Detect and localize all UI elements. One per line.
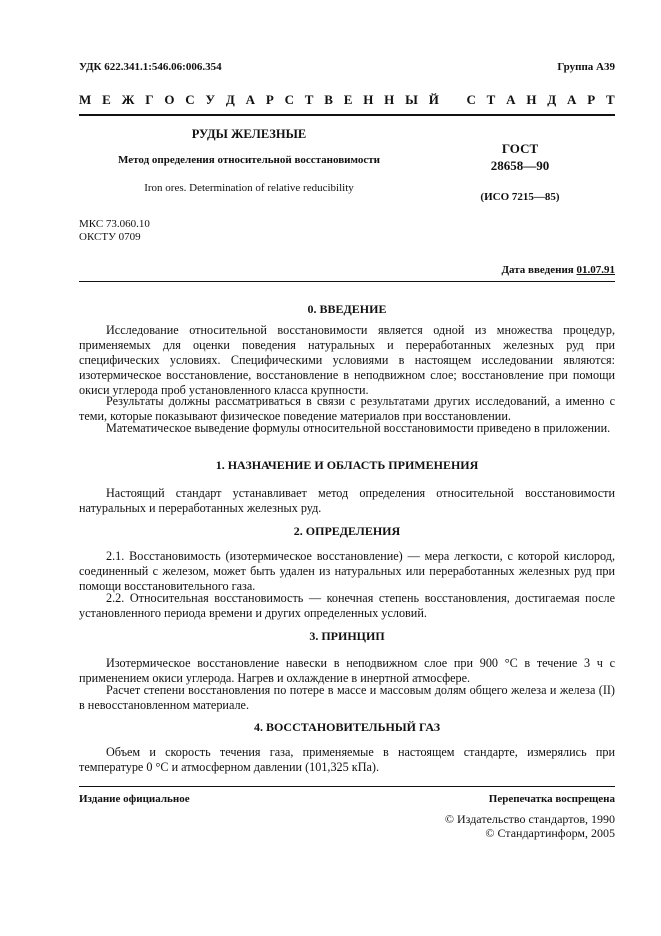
group-code: Группа А39	[557, 61, 615, 73]
official-edition-label: Издание официальное	[79, 793, 190, 805]
paragraph: Расчет степени восстановления по потере в массе и массовым долям общего железа и железа (II) в невосстановленном материале.	[79, 683, 615, 712]
copyright-block: © Издательство стандартов, 1990 © Стандартинформ, 2005	[444, 812, 615, 840]
paragraph: Математическое выведение формулы относительной восстановимости приведено в приложении.	[106, 421, 611, 435]
paragraph: 2.1. Восстановимость (изотермическое восстановление) — мера легкости, с которой кислород, соединенный с железом, может быть удален из натуральных или переработанных железных руд при помощи восстановительного газа.	[79, 549, 615, 593]
gost-designation: ГОСТ 28658—90	[490, 141, 550, 173]
section-heading: 4. ВОССТАНОВИТЕЛЬНЫЙ ГАЗ	[253, 720, 441, 734]
paragraph: Исследование относительной восстановимости является одной из множества процедур, применяемых для оценки поведения натуральных и переработанных железных руд при специфических условиях. Специфическими условиями в настоящем исследовании являются: изотермическое восстановление, восстановление в неподвижном слое; восстановление при помощи окиси углерода проб установленного класса крупности.	[79, 323, 615, 397]
interstate-standard-banner: М Е Ж Г О С У Д А Р С Т В Е Н Н Ы Й С Т А Н Д А Р Т	[79, 92, 615, 107]
paragraph: Настоящий стандарт устанавливает метод определения относительной восстановимости натуральных и переработанных железных руд.	[79, 486, 615, 515]
section-heading: 1. НАЗНАЧЕНИЕ И ОБЛАСТЬ ПРИМЕНЕНИЯ	[215, 458, 479, 472]
section-heading: 0. ВВЕДЕНИЕ	[307, 302, 387, 316]
reprint-notice: Перепечатка воспрещена	[488, 793, 615, 805]
paragraph: Изотермическое восстановление навески в неподвижном слое при 900 °С в течение 3 ч с применением окиси углерода. Нагрев и охлаждение в инертной атмосфере.	[79, 656, 615, 685]
classification-codes: МКС 73.060.10 ОКСТУ 0709	[79, 218, 150, 243]
section-heading: 2. ОПРЕДЕЛЕНИЯ	[293, 524, 401, 538]
paragraph: Объем и скорость течения газа, применяемые в настоящем стандарте, измерялись при температуре 0 °С и атмосферном давлении (101,325 кПа).	[79, 745, 615, 774]
paragraph: Результаты должны рассматриваться в связи с результатами других исследований, а именно с теми, которые показывают физическое поведение материалов при восстановлении.	[79, 394, 615, 423]
banner-rule	[79, 114, 615, 116]
udk-code: УДК 622.341.1:546.06:006.354	[79, 61, 222, 73]
document-title: РУДЫ ЖЕЛЕЗНЫЕ	[191, 127, 307, 141]
paragraph: 2.2. Относительная восстановимость — конечная степень восстановления, достигаемая после установленного периода времени и других определенных условий.	[79, 591, 615, 620]
section-heading: 3. ПРИНЦИП	[309, 629, 385, 643]
english-title: Iron ores. Determination of relative reducibility	[144, 182, 354, 194]
effective-date: Дата введения 01.07.91	[501, 264, 615, 276]
iso-reference: (ИСО 7215—85)	[480, 191, 560, 203]
document-subtitle: Метод определения относительной восстановимости	[118, 154, 380, 166]
footer-rule	[79, 786, 615, 787]
date-rule	[79, 281, 615, 282]
